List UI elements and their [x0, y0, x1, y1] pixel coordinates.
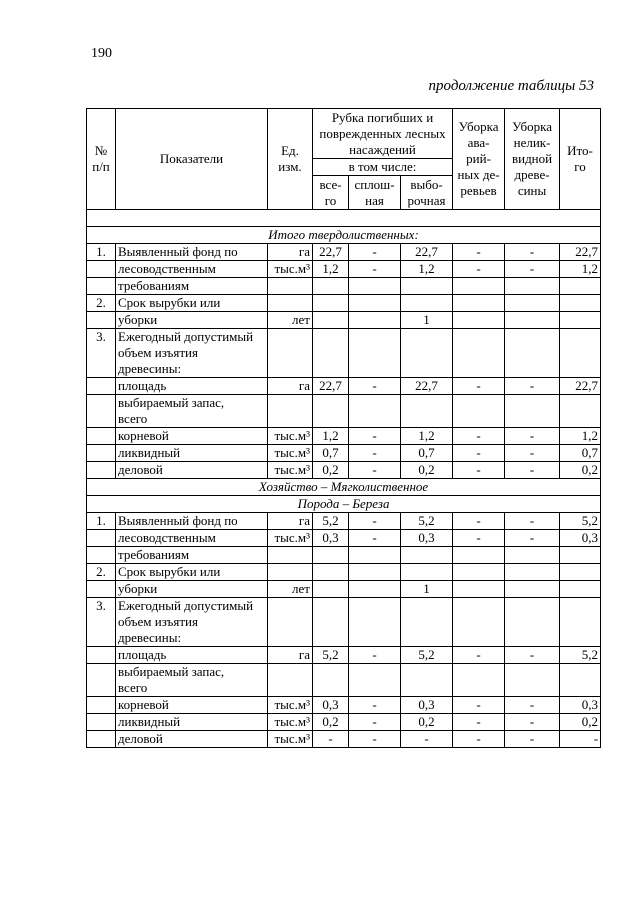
row-value: -: [313, 731, 349, 748]
row-number: [87, 395, 116, 428]
row-indicator: Ежегодный допустимый объем изъятия древесины:: [116, 598, 268, 647]
section-title: Итого твердолиственных:: [87, 227, 601, 244]
row-value: 1,2: [313, 261, 349, 278]
table-row: [87, 462, 601, 479]
row-value: -: [453, 378, 505, 395]
row-value: 5,2: [401, 647, 453, 664]
header-indicator: Показатели: [116, 109, 268, 210]
row-value: -: [505, 697, 560, 714]
row-value: [349, 547, 401, 564]
row-number: 3.: [87, 598, 116, 647]
row-unit: [268, 664, 313, 697]
row-value: 1,2: [401, 261, 453, 278]
row-number: 1.: [87, 244, 116, 261]
row-indicator: деловой: [116, 462, 268, 479]
table-row: [87, 647, 601, 664]
row-value: -: [349, 378, 401, 395]
row-value: [560, 329, 601, 378]
row-value: 22,7: [313, 378, 349, 395]
row-indicator: Выявленный фонд по: [116, 244, 268, 261]
row-value: 0,7: [401, 445, 453, 462]
header-subtotal: все- го: [313, 176, 349, 210]
row-value: 0,3: [401, 530, 453, 547]
row-value: 5,2: [401, 513, 453, 530]
row-value: [453, 547, 505, 564]
row-value: [505, 664, 560, 697]
row-value: [560, 547, 601, 564]
row-indicator: требованиям: [116, 547, 268, 564]
row-value: [401, 598, 453, 647]
table-row: [87, 261, 601, 278]
row-value: -: [453, 647, 505, 664]
row-value: [453, 278, 505, 295]
row-unit: га: [268, 647, 313, 664]
row-number: [87, 462, 116, 479]
row-value: 0,2: [560, 462, 601, 479]
row-value: 5,2: [560, 647, 601, 664]
table-row: [87, 731, 601, 748]
row-value: [401, 664, 453, 697]
row-unit: [268, 564, 313, 581]
table-row: [87, 378, 601, 395]
row-value: [453, 581, 505, 598]
row-value: [505, 564, 560, 581]
row-value: 1,2: [313, 428, 349, 445]
row-value: [505, 312, 560, 329]
row-unit: га: [268, 513, 313, 530]
row-value: 1: [401, 312, 453, 329]
row-value: 0,7: [560, 445, 601, 462]
row-value: [401, 395, 453, 428]
row-indicator: лесоводственным: [116, 261, 268, 278]
row-unit: [268, 598, 313, 647]
row-value: [505, 278, 560, 295]
table-row: [87, 329, 601, 378]
row-value: [401, 547, 453, 564]
row-number: [87, 697, 116, 714]
row-value: -: [505, 530, 560, 547]
page-number: 190: [91, 46, 112, 61]
row-unit: тыс.м³: [268, 261, 313, 278]
spacer-cell: [87, 210, 601, 227]
section-title-row: [87, 479, 601, 496]
row-value: [560, 664, 601, 697]
row-unit: [268, 395, 313, 428]
row-indicator: площадь: [116, 647, 268, 664]
row-value: -: [349, 462, 401, 479]
row-number: [87, 647, 116, 664]
row-indicator: Выявленный фонд по: [116, 513, 268, 530]
row-value: 22,7: [401, 244, 453, 261]
row-number: [87, 445, 116, 462]
row-unit: тыс.м³: [268, 731, 313, 748]
row-number: [87, 312, 116, 329]
row-value: 0,2: [401, 714, 453, 731]
row-value: -: [505, 445, 560, 462]
row-value: -: [349, 445, 401, 462]
row-value: [313, 295, 349, 312]
table-row: [87, 581, 601, 598]
row-value: 0,3: [313, 530, 349, 547]
row-indicator: Срок вырубки или: [116, 564, 268, 581]
table-row: [87, 395, 601, 428]
table-row: [87, 513, 601, 530]
table-header: [87, 109, 601, 210]
row-indicator: лесоводственным: [116, 530, 268, 547]
row-value: 1,2: [560, 261, 601, 278]
section-subtitle: Порода – Береза: [87, 496, 601, 513]
row-number: [87, 664, 116, 697]
row-number: [87, 581, 116, 598]
header-emergency: Уборка ава- рий- ных де- ревьев: [453, 109, 505, 210]
row-value: -: [453, 462, 505, 479]
row-value: 1,2: [560, 428, 601, 445]
row-value: [401, 564, 453, 581]
row-value: -: [453, 244, 505, 261]
row-indicator: Ежегодный допустимый объем изъятия древесины:: [116, 329, 268, 378]
row-value: -: [349, 261, 401, 278]
row-unit: [268, 329, 313, 378]
row-value: -: [505, 714, 560, 731]
row-value: [560, 598, 601, 647]
row-value: [349, 312, 401, 329]
section-title: Хозяйство – Мягколиственное: [87, 479, 601, 496]
row-unit: тыс.м³: [268, 697, 313, 714]
row-value: [505, 598, 560, 647]
row-unit: га: [268, 244, 313, 261]
row-indicator: ликвидный: [116, 714, 268, 731]
header-including: в том числе:: [313, 159, 453, 176]
row-value: 22,7: [560, 378, 601, 395]
row-value: [560, 564, 601, 581]
row-number: 2.: [87, 564, 116, 581]
row-number: [87, 261, 116, 278]
row-value: [313, 395, 349, 428]
row-value: 5,2: [560, 513, 601, 530]
row-value: [401, 278, 453, 295]
row-value: 1,2: [401, 428, 453, 445]
row-value: [560, 581, 601, 598]
row-number: [87, 278, 116, 295]
row-value: 22,7: [313, 244, 349, 261]
row-value: -: [505, 462, 560, 479]
row-value: -: [349, 731, 401, 748]
row-value: -: [505, 244, 560, 261]
row-number: [87, 530, 116, 547]
row-value: [313, 278, 349, 295]
section-subtitle-row: [87, 496, 601, 513]
row-value: -: [349, 244, 401, 261]
row-unit: тыс.м³: [268, 445, 313, 462]
row-value: [453, 564, 505, 581]
row-value: 0,3: [560, 530, 601, 547]
row-value: [313, 581, 349, 598]
row-indicator: площадь: [116, 378, 268, 395]
row-number: [87, 547, 116, 564]
row-value: [349, 278, 401, 295]
row-value: 0,3: [313, 697, 349, 714]
row-value: [560, 312, 601, 329]
row-value: 1: [401, 581, 453, 598]
row-value: [313, 564, 349, 581]
header-felling: Рубка погибших и поврежденных лесных насаждений: [313, 109, 453, 159]
row-value: -: [505, 428, 560, 445]
row-value: [453, 312, 505, 329]
table-row: [87, 445, 601, 462]
section-title-row: [87, 227, 601, 244]
row-value: [349, 295, 401, 312]
row-indicator: корневой: [116, 697, 268, 714]
row-value: [349, 564, 401, 581]
row-number: [87, 714, 116, 731]
row-indicator: требованиям: [116, 278, 268, 295]
table-row: [87, 664, 601, 697]
row-value: -: [453, 697, 505, 714]
row-value: -: [453, 428, 505, 445]
header-selective: выбо- рочная: [401, 176, 453, 210]
table-row: [87, 564, 601, 581]
row-value: -: [349, 697, 401, 714]
row-value: -: [453, 445, 505, 462]
row-value: -: [505, 378, 560, 395]
header-number: № п/п: [87, 109, 116, 210]
row-unit: [268, 295, 313, 312]
row-value: [560, 278, 601, 295]
row-value: [349, 329, 401, 378]
row-value: -: [505, 731, 560, 748]
row-value: [453, 295, 505, 312]
row-unit: [268, 278, 313, 295]
row-value: [313, 329, 349, 378]
row-value: -: [505, 647, 560, 664]
row-value: -: [401, 731, 453, 748]
row-value: [401, 329, 453, 378]
row-indicator: уборки: [116, 312, 268, 329]
row-value: -: [453, 731, 505, 748]
row-value: -: [349, 513, 401, 530]
spacer-row: [87, 210, 601, 227]
row-value: [505, 395, 560, 428]
row-value: -: [349, 530, 401, 547]
row-unit: тыс.м³: [268, 714, 313, 731]
row-value: -: [349, 647, 401, 664]
row-indicator: уборки: [116, 581, 268, 598]
table-body: [87, 210, 601, 748]
row-unit: тыс.м³: [268, 462, 313, 479]
table-row: [87, 598, 601, 647]
table-caption: продолжение таблицы 53: [428, 78, 594, 94]
row-number: 3.: [87, 329, 116, 378]
table-row: [87, 295, 601, 312]
row-indicator: ликвидный: [116, 445, 268, 462]
row-number: [87, 731, 116, 748]
row-value: 0,7: [313, 445, 349, 462]
row-number: 1.: [87, 513, 116, 530]
row-value: [453, 664, 505, 697]
row-unit: тыс.м³: [268, 530, 313, 547]
row-unit: лет: [268, 581, 313, 598]
table-row: [87, 278, 601, 295]
table-row: [87, 428, 601, 445]
row-value: [453, 598, 505, 647]
row-unit: [268, 547, 313, 564]
row-value: [560, 395, 601, 428]
header-clear-cut: сплош- ная: [349, 176, 401, 210]
row-value: -: [453, 530, 505, 547]
row-value: [453, 395, 505, 428]
row-value: -: [349, 714, 401, 731]
row-value: [349, 395, 401, 428]
row-unit: лет: [268, 312, 313, 329]
row-value: -: [453, 513, 505, 530]
row-value: [505, 547, 560, 564]
row-value: [505, 329, 560, 378]
row-value: [349, 581, 401, 598]
row-value: -: [505, 261, 560, 278]
row-value: 0,3: [401, 697, 453, 714]
row-value: [313, 547, 349, 564]
row-value: 0,2: [401, 462, 453, 479]
row-value: -: [453, 714, 505, 731]
table-row: [87, 714, 601, 731]
row-value: 22,7: [401, 378, 453, 395]
table-row: [87, 312, 601, 329]
row-value: [505, 295, 560, 312]
row-indicator: Срок вырубки или: [116, 295, 268, 312]
row-value: 5,2: [313, 513, 349, 530]
row-value: 0,2: [560, 714, 601, 731]
table-row: [87, 697, 601, 714]
row-indicator: корневой: [116, 428, 268, 445]
row-value: [349, 598, 401, 647]
row-value: 22,7: [560, 244, 601, 261]
row-unit: га: [268, 378, 313, 395]
row-indicator: выбираемый запас, всего: [116, 395, 268, 428]
header-total: Ито- го: [560, 109, 601, 210]
row-value: [313, 312, 349, 329]
row-value: [313, 664, 349, 697]
row-value: [401, 295, 453, 312]
row-value: 5,2: [313, 647, 349, 664]
row-value: [313, 598, 349, 647]
row-number: [87, 378, 116, 395]
row-value: [505, 581, 560, 598]
row-number: [87, 428, 116, 445]
row-value: 0,2: [313, 462, 349, 479]
row-indicator: деловой: [116, 731, 268, 748]
row-number: 2.: [87, 295, 116, 312]
table-row: [87, 530, 601, 547]
table-row: [87, 244, 601, 261]
row-value: -: [505, 513, 560, 530]
row-unit: тыс.м³: [268, 428, 313, 445]
row-value: -: [453, 261, 505, 278]
row-indicator: выбираемый запас, всего: [116, 664, 268, 697]
row-value: -: [560, 731, 601, 748]
row-value: 0,3: [560, 697, 601, 714]
row-value: -: [349, 428, 401, 445]
table-row: [87, 547, 601, 564]
row-value: [349, 664, 401, 697]
row-value: [453, 329, 505, 378]
data-table: [86, 108, 601, 748]
row-value: 0,2: [313, 714, 349, 731]
header-unliquid: Уборка нелик- видной древе- сины: [505, 109, 560, 210]
row-value: [560, 295, 601, 312]
header-unit: Ед. изм.: [268, 109, 313, 210]
